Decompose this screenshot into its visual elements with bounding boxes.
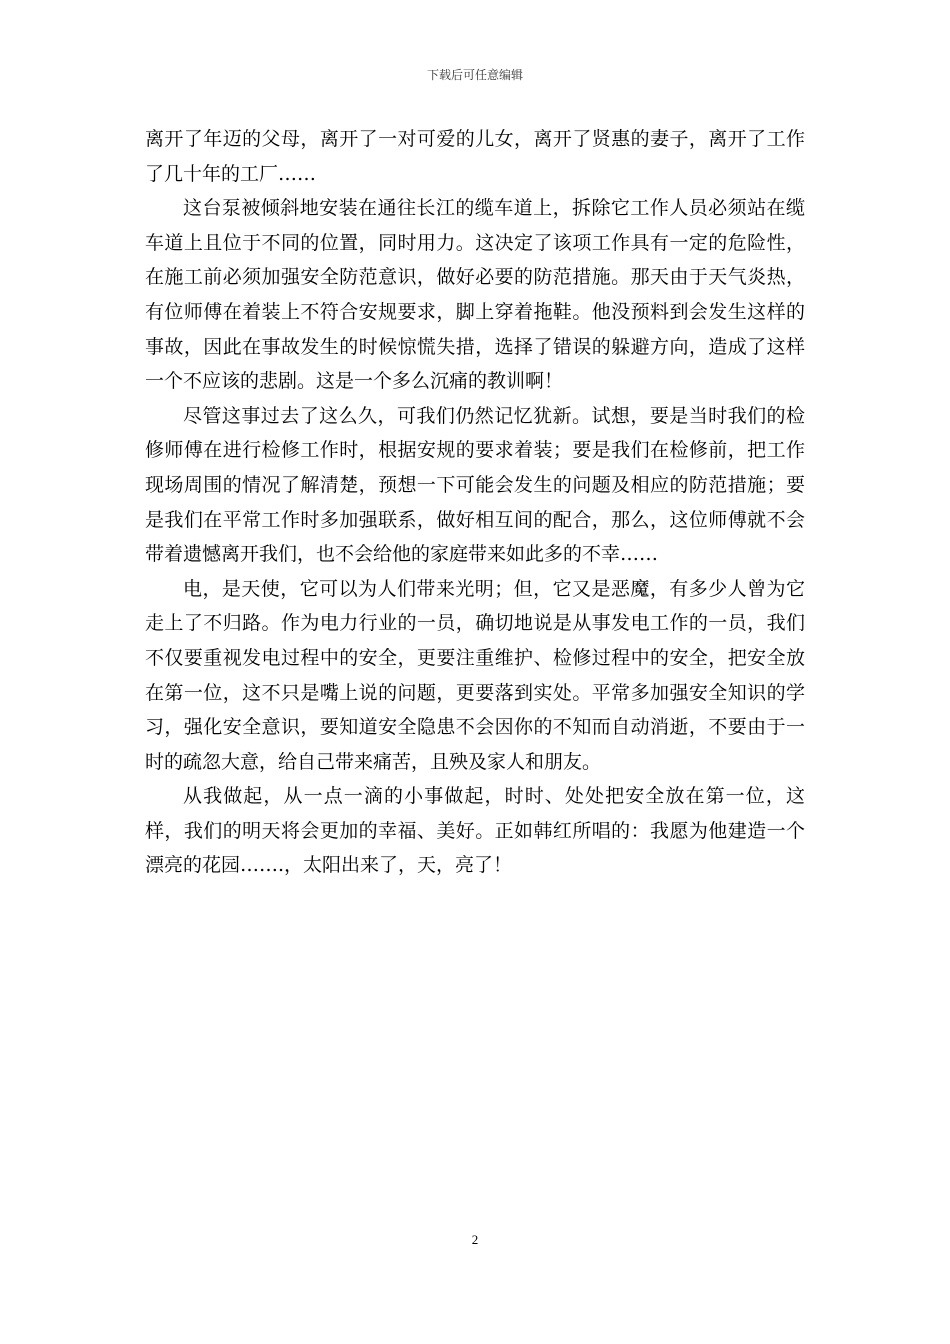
paragraph-conclusion: 从我做起，从一点一滴的小事做起，时时、处处把安全放在第一位，这样，我们的明天将会更加的幸福、美好。正如韩红所唱的：我愿为他建造一个漂亮的花园…….，太阳出来了，天，亮了！	[145, 785, 805, 877]
document-body	[145, 122, 805, 883]
paragraph-continuation: 离开了年迈的父母，离开了一对可爱的儿女，离开了贤惠的妻子，离开了工作了几十年的工厂……	[145, 128, 805, 185]
page-header: 下载后可任意编辑	[426, 68, 523, 82]
paragraph-pump-accident: 这台泵被倾斜地安装在通往长江的缆车道上，拆除它工作人员必须站在缆车道上且位于不同的位置，同时用力。这决定了该项工作具有一定的危险性，在施工前必须加强安全防范意识，做好必要的防范措施。那天由于天气炎热，有位师傅在着装上不符合安规要求，脚上穿着拖鞋。他没预料到会发生这样的事故，因此在事故发生的时候惊慌失措，选择了错误的躲避方向，造成了这样一个不应该的悲剧。这是一个多么沉痛的教训啊！	[145, 197, 805, 393]
page-number: 2	[471, 1232, 479, 1247]
paragraph-electricity: 电，是天使，它可以为人们带来光明；但，它又是恶魔，有多少人曾为它走上了不归路。作为电力行业的一员，确切地说是从事发电工作的一员，我们不仅要重视发电过程中的安全，更要注重维护、检修过程中的安全，把安全放在第一位，这不只是嘴上说的问题，更要落到实处。平常多加强安全知识的学习，强化安全意识，要知道安全隐患不会因你的不知而自动消逝，不要由于一时的疏忽大意，给自己带来痛苦，且殃及家人和朋友。	[145, 577, 805, 773]
paragraph-reflection: 尽管这事过去了这么久，可我们仍然记忆犹新。试想，要是当时我们的检修师傅在进行检修工作时，根据安规的要求着装；要是我们在检修前，把工作现场周围的情况了解清楚，预想一下可能会发生的问题及相应的防范措施；要是我们在平常工作时多加强联系，做好相互间的配合，那么，这位师傅就不会带着遗憾离开我们，也不会给他的家庭带来如此多的不幸……	[145, 404, 805, 566]
